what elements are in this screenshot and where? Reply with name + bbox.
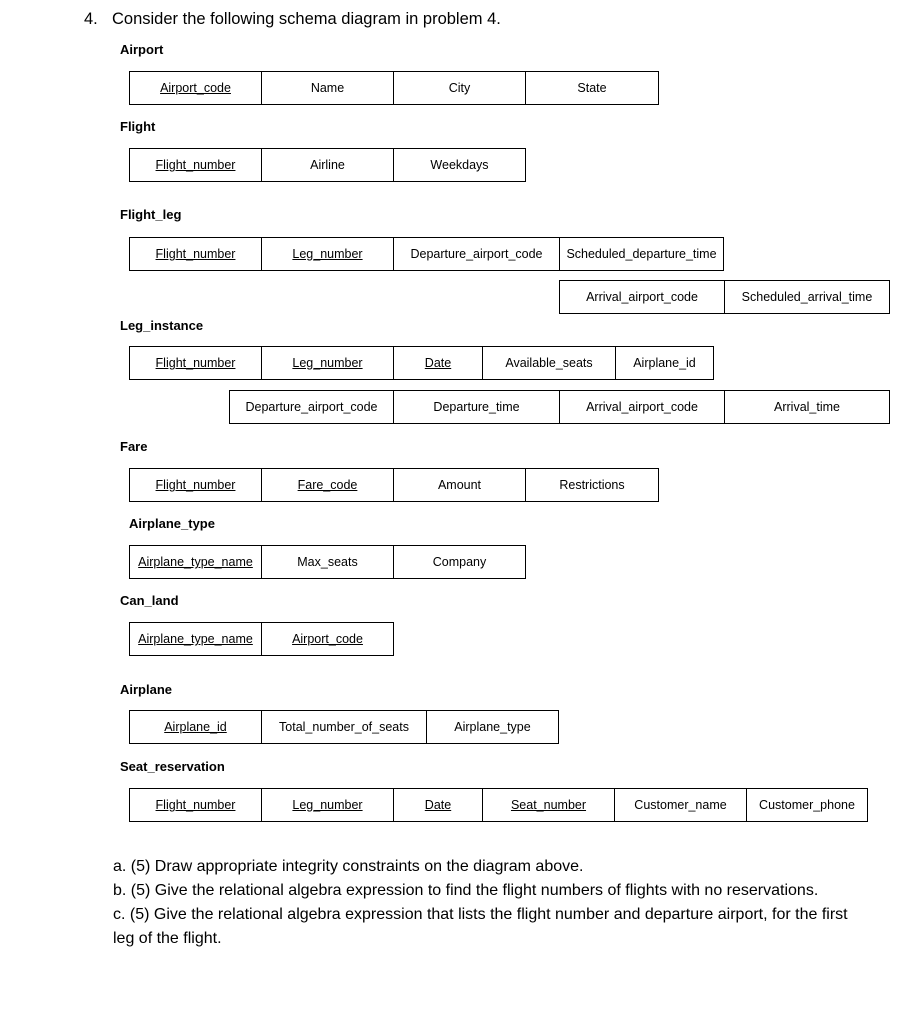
airport-attr-city: City (393, 71, 526, 105)
fare-attr-restrictions: Restrictions (525, 468, 659, 502)
leg-instance-attr-date: Date (393, 346, 483, 380)
leg-instance-attr-available-seats: Available_seats (482, 346, 616, 380)
fare-attr-amount: Amount (393, 468, 526, 502)
airport-attr-state: State (525, 71, 659, 105)
leg-instance-attr-leg-number: Leg_number (261, 346, 394, 380)
seat-reservation-attr-leg-number: Leg_number (261, 788, 394, 822)
problem-number: 4. (84, 10, 98, 28)
flight-attr-airline: Airline (261, 148, 394, 182)
relation-name-airplane-type: Airplane_type (129, 516, 215, 531)
airplane-attr-airplane-id: Airplane_id (129, 710, 262, 744)
seat-reservation-attr-date: Date (393, 788, 483, 822)
problem-heading (84, 10, 501, 29)
relation-name-seat-reservation: Seat_reservation (120, 759, 225, 774)
question-b: b. (5) Give the relational algebra expression to find the flight numbers of flights with no reservations. (113, 882, 819, 899)
airplane-attr-airplane-type: Airplane_type (426, 710, 559, 744)
leg-instance-attr-departure-time: Departure_time (393, 390, 560, 424)
airport-attr-airport-code: Airport_code (129, 71, 262, 105)
airplane-type-attr-airplane-type-name: Airplane_type_name (129, 545, 262, 579)
fare-attr-fare-code: Fare_code (261, 468, 394, 502)
leg-instance-attr-arrival-time: Arrival_time (724, 390, 890, 424)
relation-name-flight: Flight (120, 119, 156, 134)
relation-name-airport: Airport (120, 42, 164, 57)
relation-name-flight-leg: Flight_leg (120, 207, 182, 222)
flight-leg-attr-arrival-airport-code: Arrival_airport_code (559, 280, 725, 314)
flight-leg-attr-flight-number: Flight_number (129, 237, 262, 271)
seat-reservation-attr-seat-number: Seat_number (482, 788, 615, 822)
flight-leg-attr-leg-number: Leg_number (261, 237, 394, 271)
airplane-attr-total-number-of-seats: Total_number_of_seats (261, 710, 427, 744)
can-land-attr-airport-code: Airport_code (261, 622, 394, 656)
flight-attr-weekdays: Weekdays (393, 148, 526, 182)
airport-attr-name: Name (261, 71, 394, 105)
seat-reservation-attr-flight-number: Flight_number (129, 788, 262, 822)
seat-reservation-attr-customer-name: Customer_name (614, 788, 747, 822)
questions (113, 855, 873, 951)
relation-name-can-land: Can_land (120, 593, 179, 608)
seat-reservation-attr-customer-phone: Customer_phone (746, 788, 868, 822)
question-a: a. (5) Draw appropriate integrity constraints on the diagram above. (113, 858, 584, 875)
question-c: c. (5) Give the relational algebra expression that lists the flight number and departure airport, for the first leg of the flight. (113, 906, 848, 947)
flight-leg-attr-departure-airport-code: Departure_airport_code (393, 237, 560, 271)
relation-name-leg-instance: Leg_instance (120, 318, 204, 333)
flight-attr-flight-number: Flight_number (129, 148, 262, 182)
airplane-type-attr-max-seats: Max_seats (261, 545, 394, 579)
fare-attr-flight-number: Flight_number (129, 468, 262, 502)
can-land-attr-airplane-type-name: Airplane_type_name (129, 622, 262, 656)
relation-name-fare: Fare (120, 439, 148, 454)
leg-instance-attr-flight-number: Flight_number (129, 346, 262, 380)
leg-instance-attr-airplane-id: Airplane_id (615, 346, 714, 380)
flight-leg-attr-scheduled-arrival-time: Scheduled_arrival_time (724, 280, 890, 314)
leg-instance-attr-departure-airport-code: Departure_airport_code (229, 390, 394, 424)
leg-instance-attr-arrival-airport-code: Arrival_airport_code (559, 390, 725, 424)
relation-name-airplane: Airplane (120, 682, 173, 697)
airplane-type-attr-company: Company (393, 545, 526, 579)
flight-leg-attr-scheduled-departure-time: Scheduled_departure_time (559, 237, 724, 271)
problem-text: Consider the following schema diagram in problem 4. (112, 10, 501, 28)
